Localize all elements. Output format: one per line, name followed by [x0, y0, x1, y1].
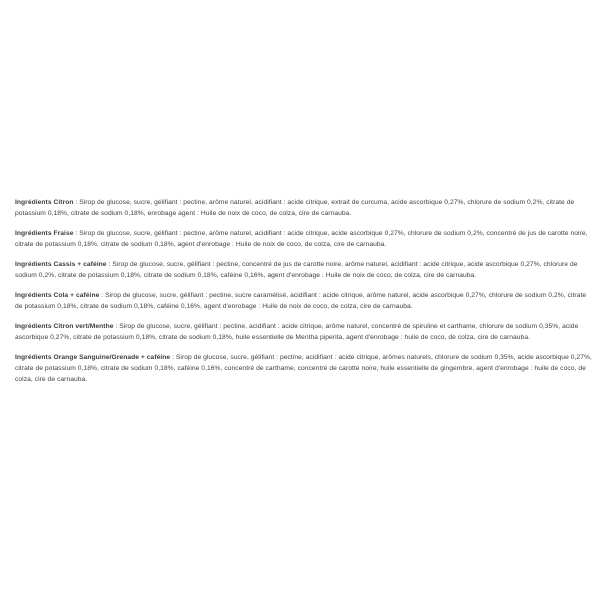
ingredients-paragraph-citron — [15, 197, 593, 219]
ingredients-text-cola-cafeine: : Sirop de glucose, sucre, gélifiant : pectine, sucre caramélisé, acidifiant : acide citrique, arôme naturel, acide ascorbique 0,27%, chlorure de sodium 0,2%, citrate de potassium 0,18%, citrate de sodium 0,18%, caféine 0,16%, agent d'enrobage : Huile de noix de coco, de colza, cire de carnauba. — [15, 292, 587, 310]
ingredients-paragraph-fraise — [15, 228, 593, 250]
ingredients-label-cassis-cafeine: Ingrédients Cassis + caféine — [15, 261, 107, 268]
ingredients-label-orange-sanguine-grenade-cafeine: Ingrédients Orange Sanguine/Grenade + caféine — [15, 354, 171, 361]
ingredients-list — [15, 197, 593, 385]
ingredients-paragraph-cassis-cafeine — [15, 259, 593, 281]
ingredients-text-orange-sanguine-grenade-cafeine: : Sirop de glucose, sucre, gélifiant : pectine, acidifiant : acide citrique, arômes naturels, chlorure de sodium 0,35%, acide ascorbique 0,27%, citrate de potassium 0,18%, citrate de sodium 0,18%, caféine 0,16%, concentré de carthame, concentré de carotte noire, huile essentielle de gingembre, agent d'enrobage : huile de coco, de colza, cire de carnauba. — [15, 354, 592, 383]
ingredients-text-citron-vert-menthe: : Sirop de glucose, sucre, gélifiant : pectine, acidifiant : acide citrique, arôme naturel, concentré de spiruline et carthame, chlorure de sodium 0,35%, acide ascorbique 0,27%, citrate de potassium 0,18%, citrate de sodium 0,18%, huile essentielle de Mentha piperita, agent d'enrobage : huile de coco, de colza, cire de carnauba. — [15, 323, 579, 341]
ingredients-label-fraise: Ingrédients Fraise — [15, 230, 74, 237]
ingredients-label-citron-vert-menthe: Ingrédients Citron vert/Menthe — [15, 323, 114, 330]
ingredients-label-cola-cafeine: Ingrédients Cola + caféine — [15, 292, 100, 299]
ingredients-text-fraise: : Sirop de glucose, sucre, gélifiant : pectine, arôme naturel, acidifiant : acide citrique, acide ascorbique 0,27%, chlorure de sodium 0,2%, concentré de jus de carotte noire, citrate de potassium 0,18%, citrate de sodium 0,18%, agent d'enrobage : Huile de noix de coco, de colza, cire de carnauba. — [15, 230, 588, 248]
ingredients-paragraph-cola-cafeine — [15, 290, 593, 312]
ingredients-text-citron: : Sirop de glucose, sucre, gélifiant : pectine, arôme naturel, acidifiant : acide citrique, extrait de curcuma, acide ascorbique 0,27%, chlorure de sodium 0,2%, citrate de potassium 0,18%, citrate de sodium 0,18%, enrobage agent : Huile de noix de coco, de colza, cire de carnauba. — [15, 199, 575, 217]
ingredients-paragraph-orange-sanguine-grenade-cafeine — [15, 352, 593, 385]
ingredients-paragraph-citron-vert-menthe — [15, 321, 593, 343]
ingredients-label-citron: Ingrédients Citron — [15, 199, 74, 206]
ingredients-text-cassis-cafeine: : Sirop de glucose, sucre, gélifiant : pectine, concentré de jus de carotte noire, arôme naturel, acidifiant : acide citrique, acide ascorbique 0,27%, chlorure de sodium 0,2%, citrate de potassium 0,18%, citrate de sodium 0,18%, caféine 0,16%, agent d'enrobage : Huile de noix de coco, de colza, cire de carnauba. — [15, 261, 578, 279]
